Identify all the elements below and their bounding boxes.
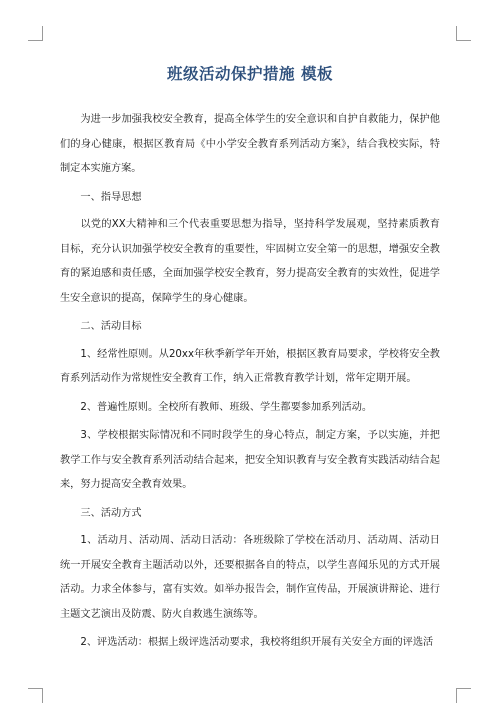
section-heading-guiding-ideology: 一、指导思想	[80, 191, 142, 203]
document-body	[60, 108, 440, 660]
paragraph-goal-1: 1、经常性原则。从20xx年秋季新学年开始，根据区教育局要求，学校将安全教育系列活动作为常规性安全教育工作，纳入正常教育教学计划，常年定期开展。	[60, 348, 440, 384]
crop-mark-top-left	[28, 26, 43, 41]
paragraph-guiding-ideology: 以党的XX大精神和三个代表重要思想为指导，坚持科学发展观，坚持素质教育目标，充分认识加强学校安全教育的重要性，牢固树立安全第一的思想，增强安全教育的紧迫感和责任感，全面加强学校安全教育，努力提高安全教育的实效性，促进学生安全意识的提高，保障学生的身心健康。	[60, 219, 440, 304]
paragraph-method-2: 2、评选活动：根据上级评选活动要求，我校将组织开展有关安全方面的评选活	[80, 637, 434, 648]
document-title: 班级活动保护措施 模板	[167, 65, 333, 83]
section-heading-activity-goals: 二、活动目标	[80, 321, 142, 332]
paragraph-method-1: 1、活动月、活动周、活动日活动：各班级除了学校在活动月、活动周、活动日统一开展安全教育主题活动以外，还要根据各自的特点，以学生喜闻乐见的方式开展活动。力求全体参与，富有实效。如举办报告会，制作宣传品，开展演讲辩论、进行主题文艺演出及防震、防火自救逃生演练等。	[60, 535, 440, 620]
intro-paragraph: 为进一步加强我校安全教育，提高全体学生的安全意识和自护自救能力，保护他们的身心健康，根据区教育局《中小学安全教育系列活动方案》，结合我校实际，特制定本实施方案。	[60, 114, 440, 174]
crop-mark-bottom-right	[456, 688, 471, 703]
crop-mark-bottom-left	[28, 688, 43, 703]
section-heading-activity-methods: 三、活动方式	[80, 507, 142, 519]
paragraph-goal-3: 3、学校根据实际情况和不同时段学生的身心特点，制定方案，予以实施，并把教学工作与安全教育系列活动结合起来，把安全知识教育与安全教育实践活动结合起来，努力提高安全教育效果。	[60, 430, 440, 490]
crop-mark-top-right	[456, 26, 471, 41]
paragraph-goal-2: 2、普遍性原则。全校所有教师、班级、学生都要参加系列活动。	[80, 401, 373, 413]
